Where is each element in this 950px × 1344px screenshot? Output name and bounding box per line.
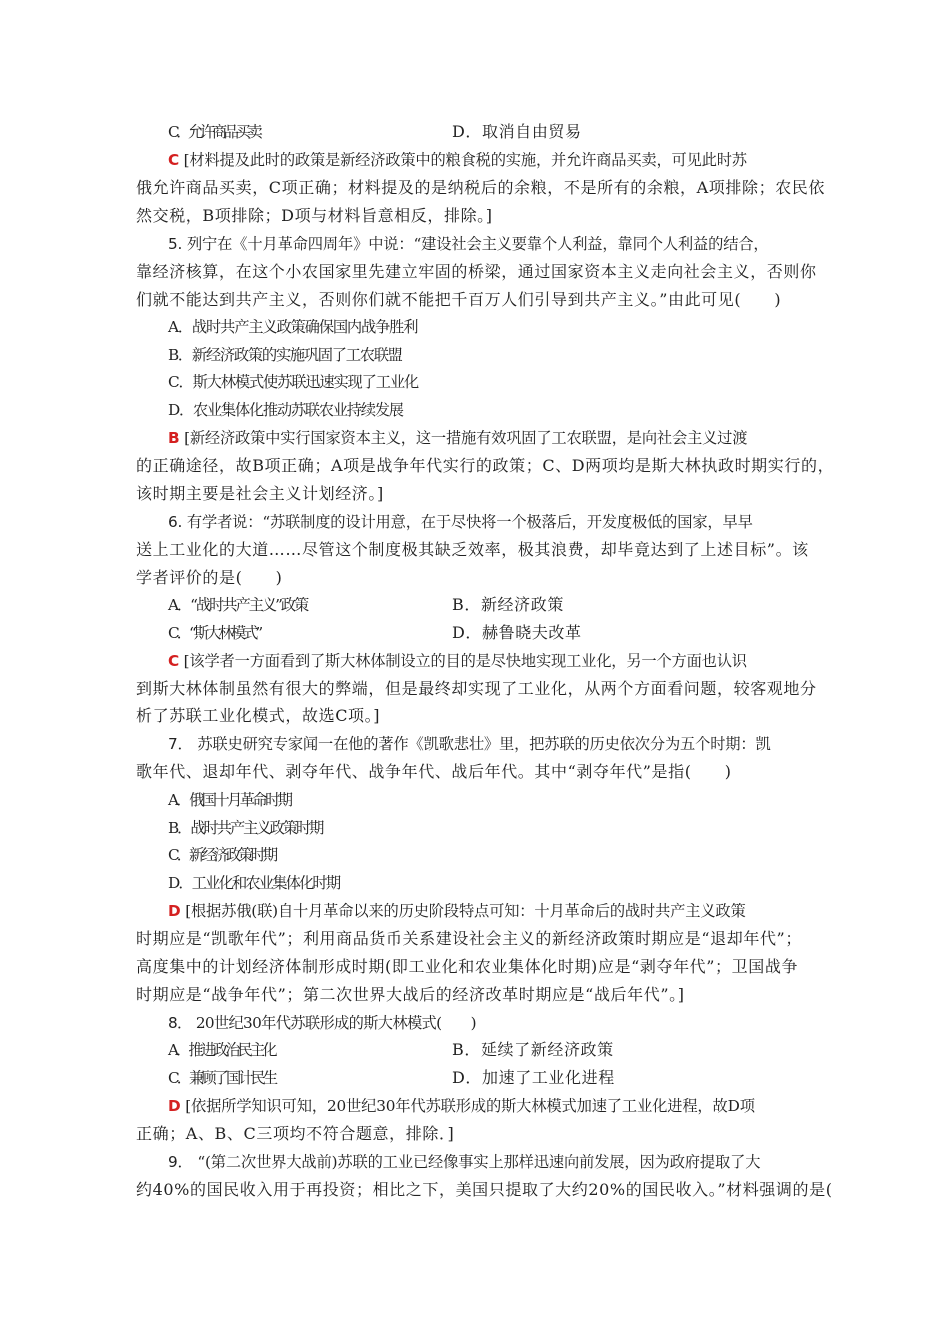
- text-line: 歌年代、退却年代、剥夺年代、战争年代、战后年代。其中“剥夺年代”是指( ): [136, 762, 732, 781]
- question-line: [168, 512, 888, 532]
- text-line: 到斯大林体制虽然有很大的弊端，但是最终却实现了工业化，从两个方面看问题，较客观地分: [136, 679, 817, 698]
- text-line: 析了苏联工业化模式，故选C项。]: [136, 706, 381, 725]
- answer-label: C: [168, 151, 180, 169]
- option-left: A．“战时共产主义”政策: [168, 596, 308, 614]
- question-line: [168, 734, 888, 754]
- text-line: 的正确途径，故B项正确；A项是战争年代实行的政策；C、D两项均是斯大林执政时期实行的，: [136, 456, 835, 475]
- question-number: 6.: [168, 513, 183, 531]
- answer-line: [168, 150, 888, 170]
- question-line: [168, 1152, 888, 1172]
- text-line: 该时期主要是社会主义计划经济。]: [136, 484, 384, 503]
- answer-explanation: [新经济政策中实行国家资本主义，这一措施有效巩固了工农联盟，是向社会主义过渡: [184, 429, 748, 447]
- answer-label: D: [168, 902, 181, 920]
- option-right: B．新经济政策: [452, 595, 564, 614]
- question-number: 9．: [168, 1153, 193, 1171]
- answer-explanation: [该学者一方面看到了斯大林体制设立的目的是尽快地实现工业化，另一个方面也认识: [183, 652, 747, 670]
- option-line: D．农业集体化推动苏联农业持续发展: [168, 401, 403, 419]
- answer-explanation: [依据所学知识可知，20世纪30年代苏联形成的斯大林模式加速了工业化进程，故D项: [185, 1097, 755, 1115]
- option-line: A．战时共产主义政策确保国内战争胜利: [168, 318, 418, 336]
- answer-label: B: [168, 429, 180, 447]
- text-line: 时期应是“战争年代”；第二次世界大战后的经济改革时期应是“战后年代”。]: [136, 985, 685, 1004]
- option-line: C．斯大林模式使苏联迅速实现了工业化: [168, 373, 418, 391]
- option-left: C．兼顾了国计民生: [168, 1069, 276, 1087]
- option-line: B．新经济政策的实施巩固了工农联盟: [168, 346, 402, 364]
- text-line: 靠经济核算，在这个小农国家里先建立牢固的桥梁，通过国家资本主义走向社会主义，否则你: [136, 262, 817, 281]
- question-text: “(第二次世界大战前)苏联的工业已经像事实上那样迅速向前发展，因为政府提取了大: [197, 1153, 761, 1171]
- question-text: 苏联史研究专家闻一在他的著作《凯歌悲壮》里，把苏联的历史依次分为五个时期：凯: [197, 735, 771, 753]
- text-line: 然交税，B项排除；D项与材料旨意相反，排除。]: [136, 206, 493, 225]
- question-text: 20世纪30年代苏联形成的斯大林模式( ): [195, 1014, 476, 1032]
- text-line: 时期应是“凯歌年代”；利用商品货币关系建设社会主义的新经济政策时期应是“退却年代”；: [136, 929, 802, 948]
- answer-label: C: [168, 652, 180, 670]
- question-text: 有学者说：“苏联制度的设计用意，在于尽快将一个极落后，开发度极低的国家，早早: [186, 513, 753, 531]
- answer-line: [168, 651, 888, 671]
- text-line: 送上工业化的大道……尽管这个制度极其缺乏效率，极其浪费，却毕竟达到了上述目标”。该: [136, 540, 809, 559]
- question-number: 8．: [168, 1014, 192, 1032]
- answer-line: [168, 901, 888, 921]
- option-right: B．延续了新经济政策: [452, 1040, 614, 1059]
- option-left: C．“斯大林模式”: [168, 624, 261, 642]
- text-line: 正确；A、B、C三项均不符合题意，排除．]: [136, 1124, 455, 1143]
- question-number: 5.: [168, 235, 183, 253]
- question-number: 7．: [168, 735, 193, 753]
- answer-explanation: [根据苏俄(联)自十月革命以来的历史阶段特点可知：十月革命后的战时共产主义政策: [185, 902, 746, 920]
- option-line: D．工业化和农业集体化时期: [168, 874, 340, 892]
- option-right: D．取消自由贸易: [452, 122, 582, 141]
- text-line: 俄允许商品买卖，C项正确；材料提及的是纳税后的余粮，不是所有的余粮，A项排除；农民依: [136, 178, 825, 197]
- text-line: 们就不能达到共产主义，否则你们就不能把千百万人们引导到共产主义。”由此可见( ): [136, 290, 782, 309]
- answer-line: [168, 1096, 888, 1116]
- option-left: A．推进政治民主化: [168, 1041, 275, 1059]
- option-line: B．战时共产主义政策时期: [168, 819, 323, 837]
- text-line: 高度集中的计划经济体制形成时期(即工业化和农业集体化时期)应是“剥夺年代”；卫国战争: [136, 957, 799, 976]
- question-line: [168, 1013, 888, 1033]
- option-right: D．加速了工业化进程: [452, 1068, 615, 1087]
- question-text: 列宁在《十月革命四周年》中说：“建设社会主义要靠个人利益，靠同个人利益的结合，: [186, 235, 769, 253]
- option-left: C．允许商品买卖: [168, 123, 260, 141]
- text-line: 学者评价的是( ): [136, 568, 283, 587]
- text-line: 约40%的国民收入用于再投资；相比之下，美国只提取了大约20%的国民收入。”材料强调的是(: [136, 1180, 833, 1199]
- question-line: [168, 234, 888, 254]
- answer-label: D: [168, 1097, 181, 1115]
- answer-explanation: [材料提及此时的政策是新经济政策中的粮食税的实施，并允许商品买卖，可见此时苏: [183, 151, 747, 169]
- option-line: A．俄国十月革命时期: [168, 791, 291, 809]
- answer-line: [168, 428, 888, 448]
- option-right: D．赫鲁晓夫改革: [452, 623, 582, 642]
- option-line: C．新经济政策时期: [168, 846, 276, 864]
